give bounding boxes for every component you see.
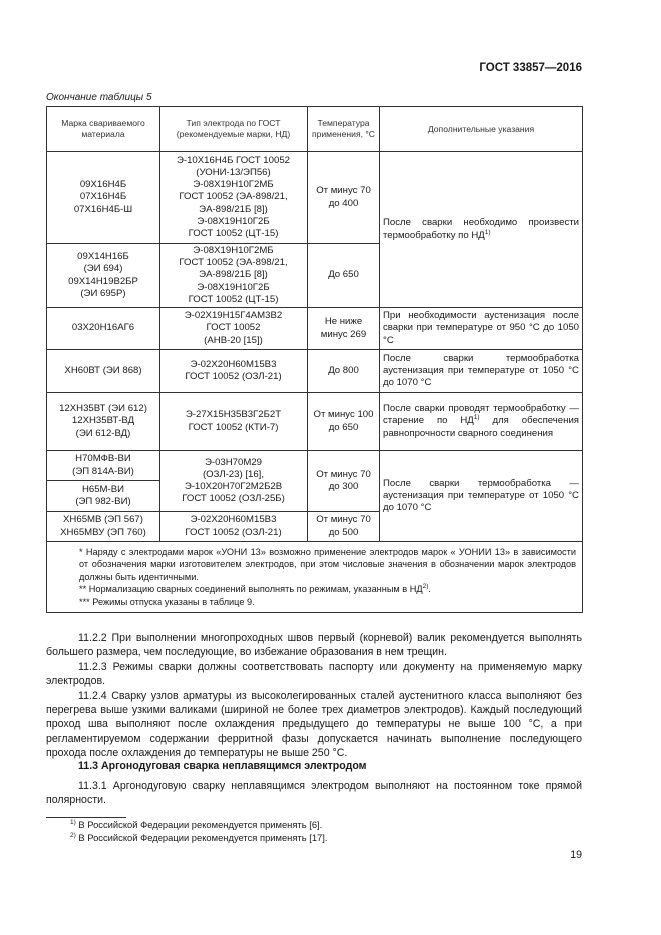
body-paragraphs-11-3 — [46, 779, 582, 808]
table-header-row — [47, 107, 583, 152]
electrode-cell — [160, 244, 308, 308]
note-text: После сварки необходимо произвести термообработку по НД — [383, 217, 579, 241]
material-cell — [47, 481, 160, 512]
material-cell — [47, 308, 160, 350]
cell-line: ГОСТ 10052 (ЭА-898/21, — [179, 191, 288, 203]
cell-line: Н70МФВ-ВИ — [75, 453, 131, 465]
cell-line: 07Х16Н4Б — [79, 191, 127, 203]
cell-line: ЭА-898/21Б [8]) — [199, 269, 268, 281]
electrode-cell — [160, 393, 308, 451]
cell-line: (ЭП 982-ВИ) — [75, 496, 131, 507]
cell-line: (УОНИ-13/ЭП56) — [196, 166, 271, 178]
table-notes — [47, 542, 583, 613]
cell-line: Э-02Х19Н15Г4АМ3В2 — [184, 310, 283, 322]
cell-line: Н65М-ВИ — [81, 483, 125, 495]
cell-line: От минус 100 — [313, 409, 374, 421]
header-material: Марка свариваемого материала — [47, 107, 160, 152]
cell-line: 07Х16Н4Б-Ш — [73, 203, 133, 215]
page-number: 19 — [570, 849, 582, 861]
cell-line: (ОЗЛ-23) [16], — [202, 468, 265, 480]
cell-line: Э-03Н70М29 — [204, 456, 263, 468]
cell-line: ГОСТ 10052 (ЦТ-15) — [188, 228, 279, 239]
footnote-ref: 1) — [473, 414, 480, 422]
cell-line: ГОСТ 10052 (ОЗЛ-21) — [185, 526, 282, 538]
temperature-cell — [308, 451, 380, 512]
cell-line: ГОСТ 10052 (КТИ-7) — [188, 421, 279, 433]
notes-cell — [380, 152, 583, 308]
cell-line: Э-08Х19Н10Г2Б — [197, 215, 270, 227]
footnote-2 — [70, 832, 327, 844]
footnote-mark: 1) — [70, 818, 76, 826]
material-cell — [47, 512, 160, 542]
cell-line: ЭА-898/21Б [8]) — [199, 203, 268, 215]
footnote-ref: 1) — [484, 228, 491, 236]
temperature-cell — [308, 512, 380, 542]
electrode-cell — [160, 451, 308, 512]
section-heading-11-3: 11.3 Аргонодуговая сварка неплавящимся электродом — [78, 760, 367, 772]
cell-line: 12ХН35ВТ (ЭИ 612) — [59, 403, 147, 415]
cell-line: ХН65МВУ (ЭП 760) — [60, 526, 146, 538]
material-cell — [47, 152, 160, 244]
cell-line: Не ниже — [324, 316, 363, 328]
footnote-mark: 2) — [70, 831, 76, 839]
table-note-3: *** Режимы отпуска указаны в таблице 9. — [79, 596, 255, 607]
electrode-cell — [160, 152, 308, 244]
note-text: . — [428, 584, 431, 595]
header-temperature: Температура применения, °С — [308, 107, 380, 152]
header-notes: Дополнительные указания — [380, 107, 583, 152]
cell-line: (АНВ-20 [15]) — [204, 334, 263, 346]
cell-line: 09Х16Н4Б — [79, 179, 127, 191]
paragraph-11-2-3: 11.2.3 Режимы сварки должны соответствовать паспорту или документу на применяемую марку электродов. — [46, 660, 582, 688]
cell-line: (ЭИ 612-ВД) — [75, 427, 131, 439]
material-cell — [47, 350, 160, 393]
temperature-cell — [308, 308, 380, 350]
paragraph-11-2-4: 11.2.4 Сварку узлов арматуры из высоколегированных сталей аустенитного класса выполняют без перегрева выше узкими валиками (шириной не более трех диаметров электродов). Каждый последующий проход шва выполняют после охлаждения предыдущего до температуры не выше 100 °С, а при регламентируемом содержании ферритной фазы допускается начинать выполнение последующего прохода после охлаждения до температуры не выше 250 °С. — [46, 689, 582, 760]
notes-cell — [380, 393, 583, 451]
paragraph-11-3-1: 11.3.1 Аргонодуговую сварку неплавящимся электродом выполняют на постоянном токе прямой полярности. — [46, 780, 582, 807]
footnote-divider — [46, 817, 126, 818]
notes-cell: После сварки термообработка — аустенизация при температуре от 1050 °С до 1070 °С — [380, 451, 583, 542]
cell-line: Э-10Х20Н70Г2М2Б2В — [184, 481, 283, 492]
cell-line: 09Х14Н16Б — [77, 251, 129, 263]
cell-line: Э-08Х19Н10Г2МБ — [193, 179, 274, 191]
cell-line: До 650 — [328, 269, 359, 281]
body-paragraphs — [46, 631, 582, 761]
material-cell — [47, 244, 160, 308]
table-row — [47, 350, 583, 393]
cell-line: От минус 70 — [316, 514, 371, 526]
cell-line: Э-10Х16Н4Б ГОСТ 10052 — [177, 154, 290, 166]
note-text: для обеспечения равнопрочности сварного соединения — [383, 415, 579, 439]
electrode-table — [46, 106, 583, 613]
table-note-1: * Наряду с электродами марок «УОНИ 13» возможно применение электродов марок « УОНИИ 13» в зависимости от обозначения марки изготовителем электродов, при этом числовые значения в обозначении марок электродов должны быть идентичными. — [79, 547, 576, 582]
cell-line: ГОСТ 10052 — [206, 322, 261, 334]
paragraph-11-2-2: 11.2.2 При выполнении многопроходных швов первый (корневой) валик рекомендуется выполнять большего размера, чем последующие, во избежание образования в нем трещин. — [46, 632, 582, 659]
electrode-cell — [160, 308, 308, 350]
cell-line: (ЭИ 695Р) — [80, 287, 126, 299]
cell-line: До 800 — [328, 364, 359, 376]
footnote-text: В Российской Федерации рекомендуется применять [6]. — [75, 819, 323, 830]
material-cell — [47, 393, 160, 451]
cell-line: до 500 — [328, 526, 359, 538]
note-text: После сварки проводят термообработку — старение по НД — [383, 403, 579, 427]
cell-line: (ЭП 814А-ВИ) — [72, 465, 134, 477]
temperature-cell — [308, 152, 380, 244]
temperature-cell — [308, 393, 380, 451]
cell-line: ГОСТ 10052 (ЦТ-15) — [188, 293, 279, 305]
document-standard-header: ГОСТ 33857—2016 — [479, 62, 582, 74]
electrode-cell — [160, 350, 308, 393]
cell-line: (ЭИ 694) — [83, 263, 123, 275]
notes-cell: После сварки термообработка аустенизация при температуре от 1050 °С до 1070 °С — [380, 350, 583, 393]
cell-line: до 300 — [328, 481, 359, 492]
cell-line: Э-02Х20Н60М15В3 — [190, 358, 277, 370]
cell-line: Э-08Х19Н10Г2Б — [197, 281, 270, 293]
footnote-1 — [70, 819, 322, 831]
cell-line: От минус 70 — [316, 185, 371, 197]
table-note-2 — [53, 583, 576, 595]
cell-line: От минус 70 — [316, 468, 371, 480]
cell-line: ГОСТ 10052 (ОЗЛ-25Б) — [182, 493, 285, 505]
cell-line: Э-27Х15Н35В3Г2Б2Т — [185, 409, 282, 421]
material-cell — [47, 451, 160, 481]
table-notes-row — [47, 542, 583, 613]
cell-line: ГОСТ 10052 (ОЗЛ-21) — [185, 371, 282, 382]
cell-line: до 400 — [328, 197, 359, 209]
cell-line: минус 269 — [320, 328, 367, 340]
header-electrode: Тип электрода по ГОСТ (рекомендуемые марки, НД) — [160, 107, 308, 152]
cell-line: ГОСТ 10052 (ЭА-898/21, — [179, 257, 288, 269]
cell-line: Э-08Х19Н10Г2МБ — [193, 244, 274, 256]
note-text: ** Нормализацию сварных соединений выполнять по режимам, указанным в НД — [79, 584, 423, 595]
temperature-cell — [308, 350, 380, 393]
cell-line: 12ХН35ВТ-ВД — [71, 415, 135, 427]
notes-cell: При необходимости аустенизация после сварки при температуре от 950 °С до 1050 °С — [380, 308, 583, 350]
footnote-ref: 2) — [422, 583, 429, 591]
table-caption: Окончание таблицы 5 — [46, 92, 152, 103]
cell-line: до 650 — [328, 421, 359, 433]
table-row — [47, 152, 583, 244]
cell-line: Э-02Х20Н60М15В3 — [190, 514, 277, 526]
table-row — [47, 451, 583, 481]
cell-line: 09Х14Н19В2БР — [68, 275, 138, 287]
cell-line: ХН60ВТ (ЭИ 868) — [64, 364, 142, 376]
temperature-cell — [308, 244, 380, 308]
table-row — [47, 393, 583, 451]
table-row — [47, 308, 583, 350]
cell-line: ХН65МВ (ЭП 567) — [63, 514, 143, 526]
electrode-cell — [160, 512, 308, 542]
footnote-text: В Российской Федерации рекомендуется применять [17]. — [75, 832, 328, 843]
cell-line: 03Х20Н16АГ6 — [71, 322, 135, 334]
